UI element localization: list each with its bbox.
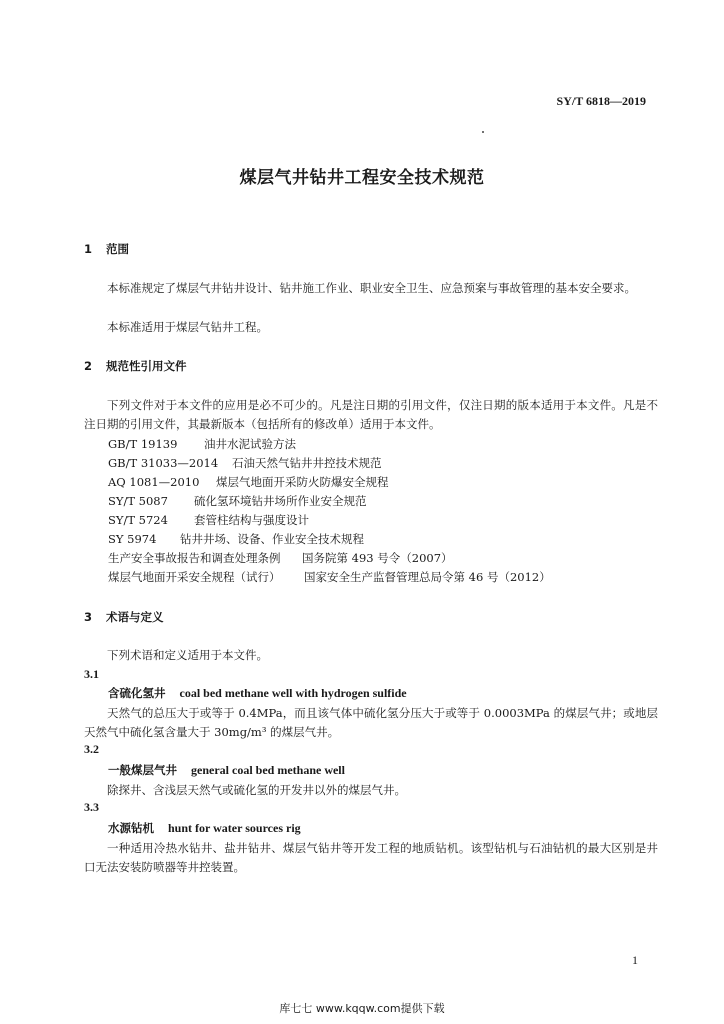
footer-watermark[interactable]: 库七七 www.kqqw.com提供下载 xyxy=(279,1002,445,1015)
term-number: 3.3 xyxy=(84,800,99,814)
speck-mark xyxy=(482,131,484,133)
term-title: 含硫化氢井 coal bed methane well with hydrogen sulfide xyxy=(108,686,407,700)
section-2-paragraph-1: 下列文件对于本文件的应用是必不可少的。凡是注日期的引用文件，仅注日期的版本适用于本文件。凡是不注日期的引用文件，其最新版本（包括所有的修改单）适用于本文件。 xyxy=(84,398,658,431)
reference-item: AQ 1081—2010 煤层气地面开采防火防爆安全规程 xyxy=(108,475,389,489)
section-heading-3: 3 术语与定义 xyxy=(84,610,164,624)
section-heading-2: 2 规范性引用文件 xyxy=(84,359,187,373)
section-1-paragraph-2: 本标准适用于煤层气钻井工程。 xyxy=(107,320,268,334)
term-definition: 除探井、含浅层天然气或硫化氢的开发井以外的煤层气井。 xyxy=(107,783,406,797)
document-title: 煤层气井钻井工程安全技术规范 xyxy=(239,168,485,188)
term-title: 水源钻机 hunt for water sources rig xyxy=(108,821,301,835)
section-3-paragraph-1: 下列术语和定义适用于本文件。 xyxy=(107,648,268,662)
page-number: 1 xyxy=(632,953,638,967)
reference-item: GB/T 19139 油井水泥试验方法 xyxy=(108,437,296,451)
reference-item: SY 5974 钻井井场、设备、作业安全技术规程 xyxy=(108,532,364,546)
reference-item: GB/T 31033—2014 石油天然气钻井井控技术规范 xyxy=(108,456,382,470)
section-1-paragraph-1: 本标准规定了煤层气井钻井设计、钻井施工作业、职业安全卫生、应急预案与事故管理的基本安全要求。 xyxy=(107,281,636,295)
term-definition: 一种适用冷热水钻井、盐井钻井、煤层气钻井等开发工程的地质钻机。该型钻机与石油钻机的最大区别是井口无法安装防喷器等井控装置。 xyxy=(84,841,658,874)
term-definition: 天然气的总压大于或等于 0.4MPa，而且该气体中硫化氢分压大于或等于 0.0003MPa 的煤层气井；或地层天然气中硫化氢含量大于 30mg/m³ 的煤层气井。 xyxy=(84,706,658,739)
reference-item: 生产安全事故报告和调查处理条例 国务院第 493 号令（2007） xyxy=(108,551,453,565)
standard-code: SY/T 6818—2019 xyxy=(556,94,646,108)
reference-item: 煤层气地面开采安全规程（试行） 国家安全生产监督管理总局令第 46 号（2012） xyxy=(108,570,551,584)
reference-item: SY/T 5724 套管柱结构与强度设计 xyxy=(108,513,309,527)
term-number: 3.1 xyxy=(84,667,99,681)
term-number: 3.2 xyxy=(84,742,99,756)
reference-item: SY/T 5087 硫化氢环境钻井场所作业安全规范 xyxy=(108,494,367,508)
section-heading-1: 1 范围 xyxy=(84,242,129,256)
term-title: 一般煤层气井 general coal bed methane well xyxy=(108,763,345,777)
